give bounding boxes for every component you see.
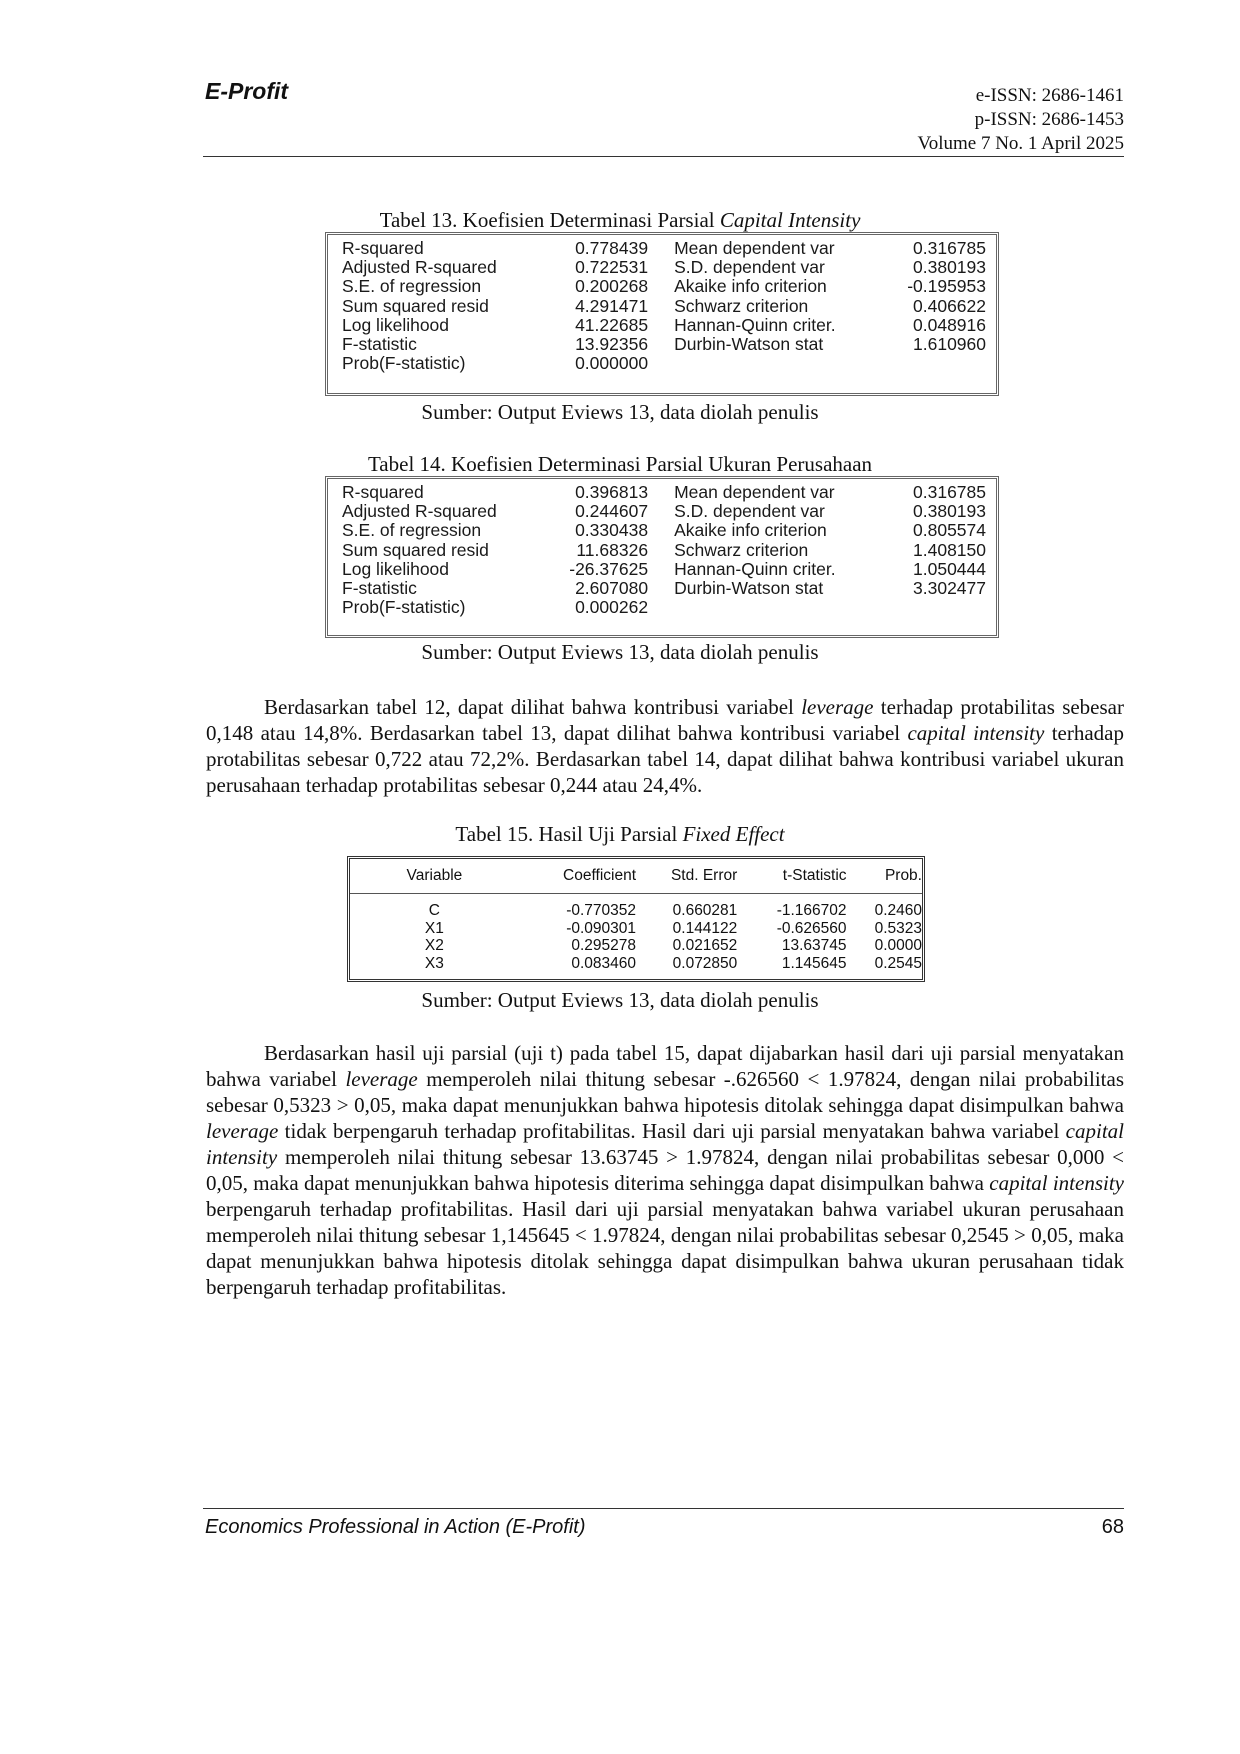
stat-label: Mean dependent var xyxy=(674,482,835,502)
para1-text-3: terhadap protabilitas sebesar 0,722 atau 72,2%. Berdasarkan tabel 14, dapat dilihat bahwa kontribusi variabel ukuran perusahaan terhadap protabilitas sebesar 0,244 atau 24,4%. xyxy=(206,721,1124,797)
table13-body xyxy=(342,239,986,373)
stat-label: Log likelihood xyxy=(342,558,450,579)
cell-t-statistic: 13.63745 xyxy=(781,937,847,954)
cell-prob: 0.0000 xyxy=(874,937,922,954)
stat-value: 0.000262 xyxy=(575,597,649,618)
cell-coefficient: 0.083460 xyxy=(571,954,636,972)
stat-label: Durbin-Watson stat xyxy=(674,333,824,354)
column-header-variable: Variable xyxy=(406,867,463,884)
table-row xyxy=(342,258,986,277)
e-issn: e-ISSN: 2686-1461 xyxy=(975,85,1124,106)
table15-header xyxy=(350,859,922,894)
table15 xyxy=(347,856,925,982)
para2-text-2: memperoleh nilai thitung sebesar -.626560 < 1.97824, dengan nilai probabilitas sebesar 0,5323 > 0,05, maka dapat menunjukkan bahwa hipotesis ditolak sehingga dapat disimpulkan bahwa xyxy=(206,1067,1124,1117)
stat-value: 0.244607 xyxy=(575,501,649,522)
stat-value: 41.22685 xyxy=(575,314,649,335)
para2-italic-2: leverage xyxy=(206,1119,279,1143)
cell-coefficient: -0.770352 xyxy=(566,902,636,919)
para2-text-1: Berdasarkan hasil uji parsial (uji t) pada tabel 15, dapat dijabarkan hasil dari uji parsial menyatakan bahwa variabel xyxy=(206,1041,1124,1091)
stat-label: R-squared xyxy=(342,238,424,258)
table13-caption xyxy=(0,208,1240,233)
cell-prob: 0.5323 xyxy=(874,919,922,937)
cell-coefficient: 0.295278 xyxy=(571,937,636,954)
stat-label: Hannan-Quinn criter. xyxy=(674,558,836,579)
stat-label: Sum squared resid xyxy=(342,539,489,560)
stat-label: Prob(F-statistic) xyxy=(342,597,466,618)
stat-label: Sum squared resid xyxy=(342,295,489,316)
cell-variable: C xyxy=(428,902,440,919)
cell-prob: 0.2545 xyxy=(874,954,922,972)
paragraph-1 xyxy=(206,694,1124,798)
stat-value: 0.200268 xyxy=(575,276,649,297)
table-row xyxy=(350,937,922,955)
table-row xyxy=(342,239,986,258)
cell-std-error: 0.660281 xyxy=(672,902,738,919)
table-row xyxy=(350,955,922,973)
cell-t-statistic: -1.166702 xyxy=(776,902,847,919)
para2-italic-3: capital intensity xyxy=(206,1119,1124,1169)
page-number: 68 xyxy=(1101,1516,1124,1538)
stat-value: 0.380193 xyxy=(913,257,987,278)
stat-value: -26.37625 xyxy=(569,558,649,579)
para2-text-4: memperoleh nilai thitung sebesar 13.63745 > 1.97824, dengan nilai probabilitas sebesar 0,000 < 0,05, maka dapat menunjukkan bahwa hipotesis diterima sehingga dapat disimpulkan bahwa xyxy=(206,1145,1124,1195)
cell-variable: X3 xyxy=(424,954,444,972)
stat-value: 2.607080 xyxy=(575,577,649,598)
table-row xyxy=(350,902,922,920)
stat-value: 0.406622 xyxy=(913,295,987,316)
stat-value: 3.302477 xyxy=(913,577,987,598)
stat-label: S.E. of regression xyxy=(342,520,482,541)
stat-value: 1.610960 xyxy=(913,333,987,354)
stat-label: Durbin-Watson stat xyxy=(674,577,824,598)
para1-text-2: terhadap protabilitas sebesar 0,148 atau 14,8%. Berdasarkan tabel 13, dapat dilihat bahwa kontribusi variabel xyxy=(206,695,1124,745)
stat-value: 0.330438 xyxy=(575,520,649,541)
footer-title: Economics Professional in Action (E-Profit) xyxy=(205,1516,586,1538)
cell-t-statistic: -0.626560 xyxy=(776,919,847,937)
table-row xyxy=(350,920,922,938)
paragraph-2 xyxy=(206,1040,1124,1300)
stat-label xyxy=(648,598,898,617)
stat-label: S.D. dependent var xyxy=(674,257,825,278)
stat-value: 0.316785 xyxy=(913,238,987,258)
table13 xyxy=(325,232,999,396)
column-header-t-statistic: t-Statistic xyxy=(782,867,847,884)
cell-prob: 0.2460 xyxy=(874,902,922,919)
stat-value: 0.048916 xyxy=(913,314,987,335)
stat-label: Akaike info criterion xyxy=(674,276,827,297)
para2-italic-1: leverage xyxy=(345,1067,418,1091)
column-header-coefficient: Coefficient xyxy=(563,867,636,884)
para2-text-3: tidak berpengaruh terhadap profitabilitas. Hasil dari uji parsial menyatakan bahwa variabel xyxy=(278,1119,1066,1143)
stat-label: F-statistic xyxy=(342,333,417,354)
table13-caption-italic: Capital Intensity xyxy=(719,208,861,232)
table13-source: Sumber: Output Eviews 13, data diolah penulis xyxy=(421,400,819,424)
cell-std-error: 0.072850 xyxy=(672,954,738,972)
table15-body xyxy=(350,894,922,972)
table-row xyxy=(342,598,986,617)
issn-block xyxy=(917,84,1124,156)
stat-label xyxy=(648,354,898,373)
footer-divider xyxy=(203,1508,1124,1509)
table13-caption-text: Tabel 13. Koefisien Determinasi Parsial xyxy=(379,208,720,232)
stat-value: 13.92356 xyxy=(575,333,649,354)
stat-label: Adjusted R-squared xyxy=(342,257,497,278)
stat-label: Adjusted R-squared xyxy=(342,501,497,522)
stat-label: R-squared xyxy=(342,482,424,502)
stat-label: Schwarz criterion xyxy=(674,295,809,316)
table15-caption-text: Tabel 15. Hasil Uji Parsial xyxy=(455,822,683,846)
table-row xyxy=(342,483,986,502)
table14-caption: Tabel 14. Koefisien Determinasi Parsial Ukuran Perusahaan xyxy=(367,452,873,476)
table14-body xyxy=(342,483,986,617)
stat-label: S.E. of regression xyxy=(342,276,482,297)
stat-value: -0.195953 xyxy=(907,276,987,297)
table-row xyxy=(342,521,986,540)
para2-text-5: berpengaruh terhadap profitabilitas. Hasil dari uji parsial menyatakan bahwa variabel ukuran perusahaan memperoleh nilai thitung sebesar 1,145645 < 1.97824, dengan nilai probabilitas sebesar 0,2545 > 0,05, maka dapat menunjukkan bahwa hipotesis ditolak sehingga dapat disimpulkan bahwa ukuran perusahaan tidak berpengaruh terhadap profitabilitas. xyxy=(206,1197,1124,1299)
stat-value: 0.805574 xyxy=(913,520,987,541)
stat-label: Prob(F-statistic) xyxy=(342,353,466,374)
stat-value: 1.408150 xyxy=(913,539,987,560)
table-row xyxy=(342,541,986,560)
stat-label: Log likelihood xyxy=(342,314,450,335)
stat-label: Akaike info criterion xyxy=(674,520,827,541)
table15-caption xyxy=(0,822,1240,847)
stat-value: 0.316785 xyxy=(913,482,987,502)
para1-italic-1: leverage xyxy=(801,695,874,719)
table-row xyxy=(342,502,986,521)
cell-std-error: 0.021652 xyxy=(672,937,738,954)
cell-coefficient: -0.090301 xyxy=(566,919,636,937)
table14-source: Sumber: Output Eviews 13, data diolah penulis xyxy=(421,640,819,664)
table15-source: Sumber: Output Eviews 13, data diolah penulis xyxy=(421,988,819,1012)
stat-label: Hannan-Quinn criter. xyxy=(674,314,836,335)
stat-label: F-statistic xyxy=(342,577,417,598)
stat-value: 0.380193 xyxy=(913,501,987,522)
header-divider xyxy=(203,156,1124,157)
cell-std-error: 0.144122 xyxy=(672,919,738,937)
volume-info: Volume 7 No. 1 April 2025 xyxy=(917,133,1124,154)
stat-label: Schwarz criterion xyxy=(674,539,809,560)
stat-label: Mean dependent var xyxy=(674,238,835,258)
table-row xyxy=(342,354,986,373)
column-header-prob: Prob. xyxy=(884,867,922,884)
cell-variable: X2 xyxy=(424,937,444,954)
stat-value: 11.68326 xyxy=(576,539,649,560)
column-header-std-error: Std. Error xyxy=(670,867,738,884)
cell-variable: X1 xyxy=(424,919,444,937)
stat-label: S.D. dependent var xyxy=(674,501,825,522)
stat-value: 0.778439 xyxy=(575,238,649,258)
table-row xyxy=(342,560,986,579)
table-row xyxy=(342,335,986,354)
stat-value: 0.000000 xyxy=(575,353,649,374)
stat-value: 0.396813 xyxy=(575,482,649,502)
table-row xyxy=(342,579,986,598)
table-row xyxy=(342,297,986,316)
table15-caption-italic: Fixed Effect xyxy=(682,822,785,846)
stat-value: 4.291471 xyxy=(575,295,649,316)
table14 xyxy=(325,476,999,638)
stat-value xyxy=(898,354,986,373)
para2-italic-4: capital intensity xyxy=(989,1171,1124,1195)
cell-t-statistic: 1.145645 xyxy=(781,954,847,972)
table-row xyxy=(342,316,986,335)
para1-italic-2: capital intensity xyxy=(907,721,1045,745)
para1-text-1: Berdasarkan tabel 12, dapat dilihat bahwa kontribusi variabel xyxy=(264,695,802,719)
stat-value: 1.050444 xyxy=(913,558,987,579)
stat-value xyxy=(898,598,986,617)
journal-name: E-Profit xyxy=(205,78,289,104)
table-row xyxy=(342,277,986,296)
stat-value: 0.722531 xyxy=(575,257,649,278)
p-issn: p-ISSN: 2686-1453 xyxy=(974,109,1124,130)
